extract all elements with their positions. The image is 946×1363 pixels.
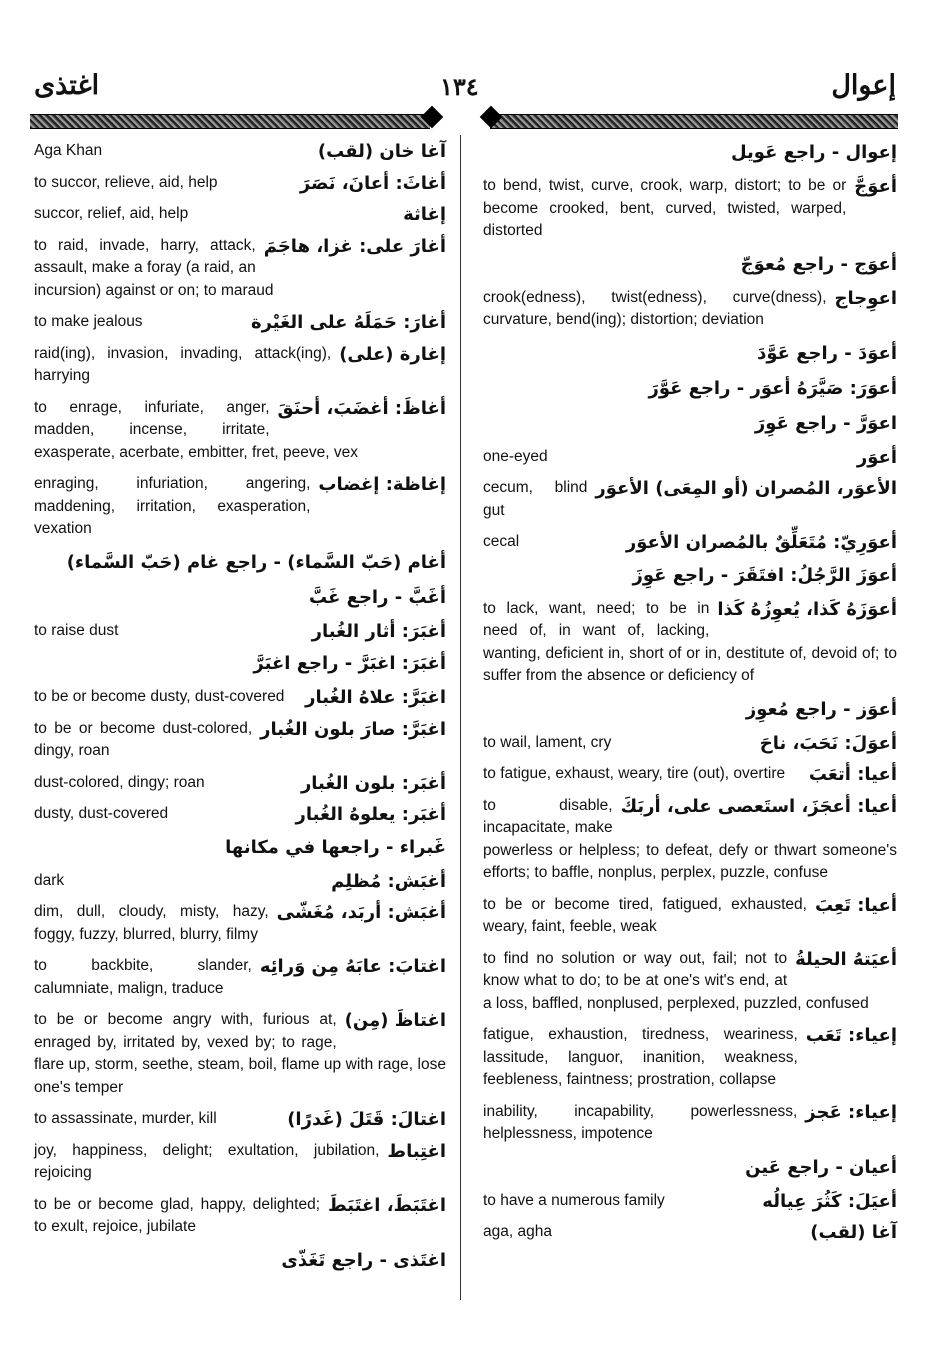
dictionary-entry	[34, 955, 446, 1000]
english-definition: to be or become dust-colored, dingy, roan	[34, 719, 253, 759]
arabic-headword: أعيَتهُ الحيلةُ	[795, 948, 897, 970]
dictionary-entry	[34, 203, 446, 226]
arabic-headword: أعيا: أعجَزَ، استَعصى على، أربَكَ	[620, 795, 897, 817]
arabic-cross-reference: أعوَج - راجع مُعوَجّ	[740, 253, 897, 275]
arabic-headword: آغا خان (لقب)	[317, 141, 446, 162]
english-definition: to bend, twist, curve, crook, warp, distort; to be or become crooked, bent, curved, twisted, warped, distorted	[483, 177, 847, 239]
arabic-headword: إعياء: تَعَب	[805, 1025, 897, 1046]
english-definition: dim, dull, cloudy, misty, hazy, foggy, fuzzy, blurred, blurry, filmy	[34, 903, 269, 943]
english-definition: to succor, relieve, aid, help	[34, 173, 218, 191]
arabic-headword: أغبَر: يعلوهُ الغُبار	[295, 804, 446, 825]
arabic-headword: الأعوَر، المُصران (أو المِعَى) الأعوَر	[595, 478, 897, 499]
arabic-headword: أغبَرَ: أثار الغُبار	[311, 620, 446, 642]
dictionary-entry	[34, 473, 446, 541]
dictionary-entry	[483, 795, 897, 885]
english-definition: to backbite, slander, calumniate, malign, traduce	[34, 957, 252, 997]
dictionary-entry	[483, 531, 897, 554]
dictionary-entry	[34, 1140, 446, 1185]
dictionary-entry	[34, 550, 446, 576]
english-definition: dark	[34, 871, 65, 889]
header-left-headword: اغتذى	[34, 70, 100, 101]
dictionary-entry	[34, 1194, 446, 1239]
dictionary-entry	[34, 772, 446, 795]
english-definition: inability, incapability, powerlessness, helplessness, impotence	[483, 1102, 798, 1142]
english-definition: to fatigue, exhaust, weary, tire (out), overtire	[483, 765, 786, 782]
arabic-headword: اغبَرَّ: علاهُ الغُبار	[305, 687, 446, 708]
dictionary-entry	[483, 287, 897, 332]
english-definition: to have a numerous family	[483, 1191, 665, 1209]
english-definition: aga, agha	[483, 1223, 552, 1240]
dictionary-entry	[483, 175, 897, 243]
dictionary-entry	[34, 803, 446, 826]
english-definition: to wail, lament, cry	[483, 733, 612, 751]
english-definition: dust-colored, dingy; roan	[34, 773, 205, 791]
arabic-cross-reference: أعوَدَ - راجع عَوَّدَ	[757, 342, 897, 364]
english-definition: dusty, dust-covered	[34, 805, 169, 822]
arabic-cross-reference: أغام (حَبّ السَّماء) - راجع غام (حَبّ السَّماء)	[66, 551, 446, 573]
english-definition: cecum, blind gut	[483, 479, 588, 519]
arabic-headword: اغتَبَطَ، اغتَبَطَ	[328, 1194, 446, 1216]
english-definition: to be or become angry with, furious at, enraged by, irritated by, vexed by; to rage, flare up, storm, seethe, steam, boil, flame up with rage, lose one's temper	[34, 1011, 446, 1096]
arabic-headword: أغبَر: بلون الغُبار	[300, 772, 446, 794]
arabic-headword: اغتابَ: عابَهُ مِن وَرائِه	[259, 956, 446, 977]
page-number: ١٣٤	[440, 72, 479, 101]
dictionary-entry	[483, 376, 897, 402]
english-definition: to be or become glad, happy, delighted; to exult, rejoice, jubilate	[34, 1195, 321, 1235]
dictionary-entry	[34, 620, 446, 643]
dictionary-entry	[483, 446, 897, 469]
dictionary-entry	[34, 585, 446, 611]
english-definition: raid(ing), invasion, invading, attack(ing), harrying	[34, 344, 332, 384]
arabic-headword: إغاثة	[403, 204, 446, 225]
arabic-headword: أعيا: تَعِبَ	[814, 894, 897, 916]
english-definition: succor, relief, aid, help	[34, 205, 189, 222]
arabic-headword: اغتالَ: قَتَلَ (غَدرًا)	[287, 1109, 446, 1130]
english-definition: Aga Khan	[34, 142, 103, 159]
english-definition: fatigue, exhaustion, tiredness, weariness, lassitude, languor, inanition, weakness, feebleness, faintness; prostration, collapse	[483, 1026, 798, 1088]
arabic-headword: أغارَ على: غزا، هاجَمَ	[263, 235, 446, 257]
dictionary-entry	[483, 1024, 897, 1092]
dictionary-entry	[34, 835, 446, 861]
dictionary-entry	[483, 894, 897, 939]
header-right-headword: إعوال	[831, 70, 896, 101]
dictionary-entry	[483, 563, 897, 589]
dictionary-entry	[483, 948, 897, 1016]
dictionary-entry	[34, 343, 446, 388]
english-definition: joy, happiness, delight; exultation, jubilation, rejoicing	[34, 1141, 380, 1181]
right-column	[483, 140, 897, 1253]
header-rule-right	[490, 114, 898, 129]
arabic-headword: أغاثَ: أعانَ، نَصَرَ	[299, 172, 446, 194]
english-definition: to raid, invade, harry, attack, assault, make a foray (a raid, an incursion) against or on; to maraud	[34, 236, 274, 299]
arabic-cross-reference: اغتَذى - راجع تَغَذّى	[281, 1249, 446, 1271]
arabic-cross-reference: اعوَرَّ - راجع عَوِرَ	[754, 412, 897, 434]
dictionary-entry	[483, 598, 897, 688]
dictionary-entry	[34, 140, 446, 163]
dictionary-entry	[34, 1009, 446, 1099]
dictionary-entry	[483, 1221, 897, 1244]
arabic-headword: اغتاظَ (مِن)	[344, 1010, 446, 1031]
dictionary-entry	[34, 235, 446, 303]
english-definition: to lack, want, need; to be in need of, in want of, lacking, wanting, deficient in, short of or in, destitute of, devoid of; to suffer from the absence or deficiency of	[483, 599, 897, 684]
english-definition: to be or become dusty, dust-covered	[34, 688, 285, 705]
dictionary-entry	[34, 397, 446, 465]
arabic-headword: أعوَزَهُ كَذا، يُعوِزُهُ كَذا	[717, 598, 897, 620]
dictionary-entry	[483, 1101, 897, 1146]
arabic-headword: أعوَرِيّ: مُتَعَلِّقٌ بالمُصران الأعوَر	[625, 532, 897, 553]
arabic-headword: اعوِجاج	[834, 287, 897, 309]
arabic-cross-reference: أعوَزَ الرَّجُلُ: افتَقَرَ - راجع عَوِزَ	[632, 564, 897, 586]
arabic-cross-reference: أعيان - راجع عَين	[745, 1156, 897, 1178]
arabic-headword: أغبَش: أربَد، مُغَشّى	[276, 902, 446, 923]
arabic-headword: اغتِباط	[387, 1140, 446, 1162]
english-definition: cecal	[483, 533, 520, 550]
english-definition: to find no solution or way out, fail; not to know what to do; to be at one's wit's end, at a loss, baffled, nonplused, perplexed, puzzled, confused	[483, 949, 869, 1012]
english-definition: one-eyed	[483, 447, 548, 465]
english-definition: to enrage, infuriate, anger, madden, incense, irritate, exasperate, acerbate, embitter, fret, peeve, vex	[34, 398, 358, 461]
dictionary-entry	[483, 411, 897, 437]
dictionary-entry	[34, 172, 446, 195]
dictionary-entry	[483, 252, 897, 278]
english-definition: to raise dust	[34, 621, 119, 639]
arabic-cross-reference: غَبراء - راجعها في مكانها	[225, 836, 446, 858]
column-divider	[460, 135, 461, 1300]
english-definition: enraging, infuriation, angering, maddening, irritation, exasperation, vexation	[34, 475, 311, 537]
left-column	[34, 140, 446, 1283]
arabic-headword: إغاظة: إغضاب	[318, 474, 446, 495]
arabic-cross-reference: إعوال - راجع عَويل	[730, 142, 897, 163]
english-definition: to make jealous	[34, 313, 143, 330]
arabic-headword: إعياء: عَجز	[805, 1101, 897, 1123]
english-definition: crook(edness), twist(edness), curve(dness), curvature, bend(ing); distortion; deviation	[483, 288, 827, 328]
dictionary-entry	[483, 1155, 897, 1181]
english-definition: to disable, incapacitate, make powerless or helpless; to defeat, defy or thwart someone's efforts; to baffle, nonplus, perplex, puzzle, confuse	[483, 796, 897, 881]
arabic-cross-reference: أغَبَّ - راجع غَبَّ	[309, 586, 446, 608]
arabic-cross-reference: أعوَرَ: صَيَّرَهُ أعوَر - راجع عَوَّرَ	[648, 377, 897, 399]
arabic-headword: أغاظَ: أغضَبَ، أحنَقَ	[277, 397, 446, 419]
arabic-headword: آغا (لقب)	[810, 1222, 897, 1243]
dictionary-entry	[34, 901, 446, 946]
dictionary-entry	[34, 718, 446, 763]
arabic-headword: أعيا: أتعَبَ	[808, 764, 897, 785]
arabic-headword: إغارة (على)	[339, 343, 446, 365]
dictionary-entry	[483, 140, 897, 166]
arabic-headword: أعوَر	[856, 446, 897, 468]
dictionary-entry	[483, 477, 897, 522]
arabic-headword: أعوَجَّ	[854, 176, 897, 197]
arabic-headword: اغبَرَّ: صارَ بلون الغُبار	[260, 718, 446, 740]
english-definition: to assassinate, murder, kill	[34, 1110, 217, 1127]
dictionary-entry	[34, 686, 446, 709]
dictionary-entry	[483, 732, 897, 755]
arabic-headword: أعيَلَ: كَثُرَ عِيالُه	[762, 1190, 897, 1212]
arabic-cross-reference: أعوَز - راجع مُعوِز	[745, 698, 897, 720]
dictionary-entry	[483, 763, 897, 786]
arabic-headword: أعوَلَ: نَحَبَ، ناحَ	[759, 732, 897, 754]
dictionary-entry	[34, 1248, 446, 1274]
header-rule-left	[30, 114, 430, 129]
dictionary-entry	[34, 651, 446, 677]
english-definition: to be or become tired, fatigued, exhausted, weary, faint, feeble, weak	[483, 895, 807, 935]
dictionary-entry	[34, 870, 446, 893]
dictionary-entry	[34, 1108, 446, 1131]
dictionary-entry	[34, 311, 446, 334]
dictionary-entry	[483, 697, 897, 723]
dictionary-entry	[483, 1190, 897, 1213]
arabic-headword: أغارَ: حَمَلَهُ على الغَيْرة	[250, 312, 446, 333]
dictionary-entry	[483, 341, 897, 367]
arabic-headword: أغبَش: مُظلِم	[331, 870, 446, 892]
arabic-cross-reference: أغبَرَ: اغبَرَّ - راجع اغبَرَّ	[253, 653, 446, 674]
